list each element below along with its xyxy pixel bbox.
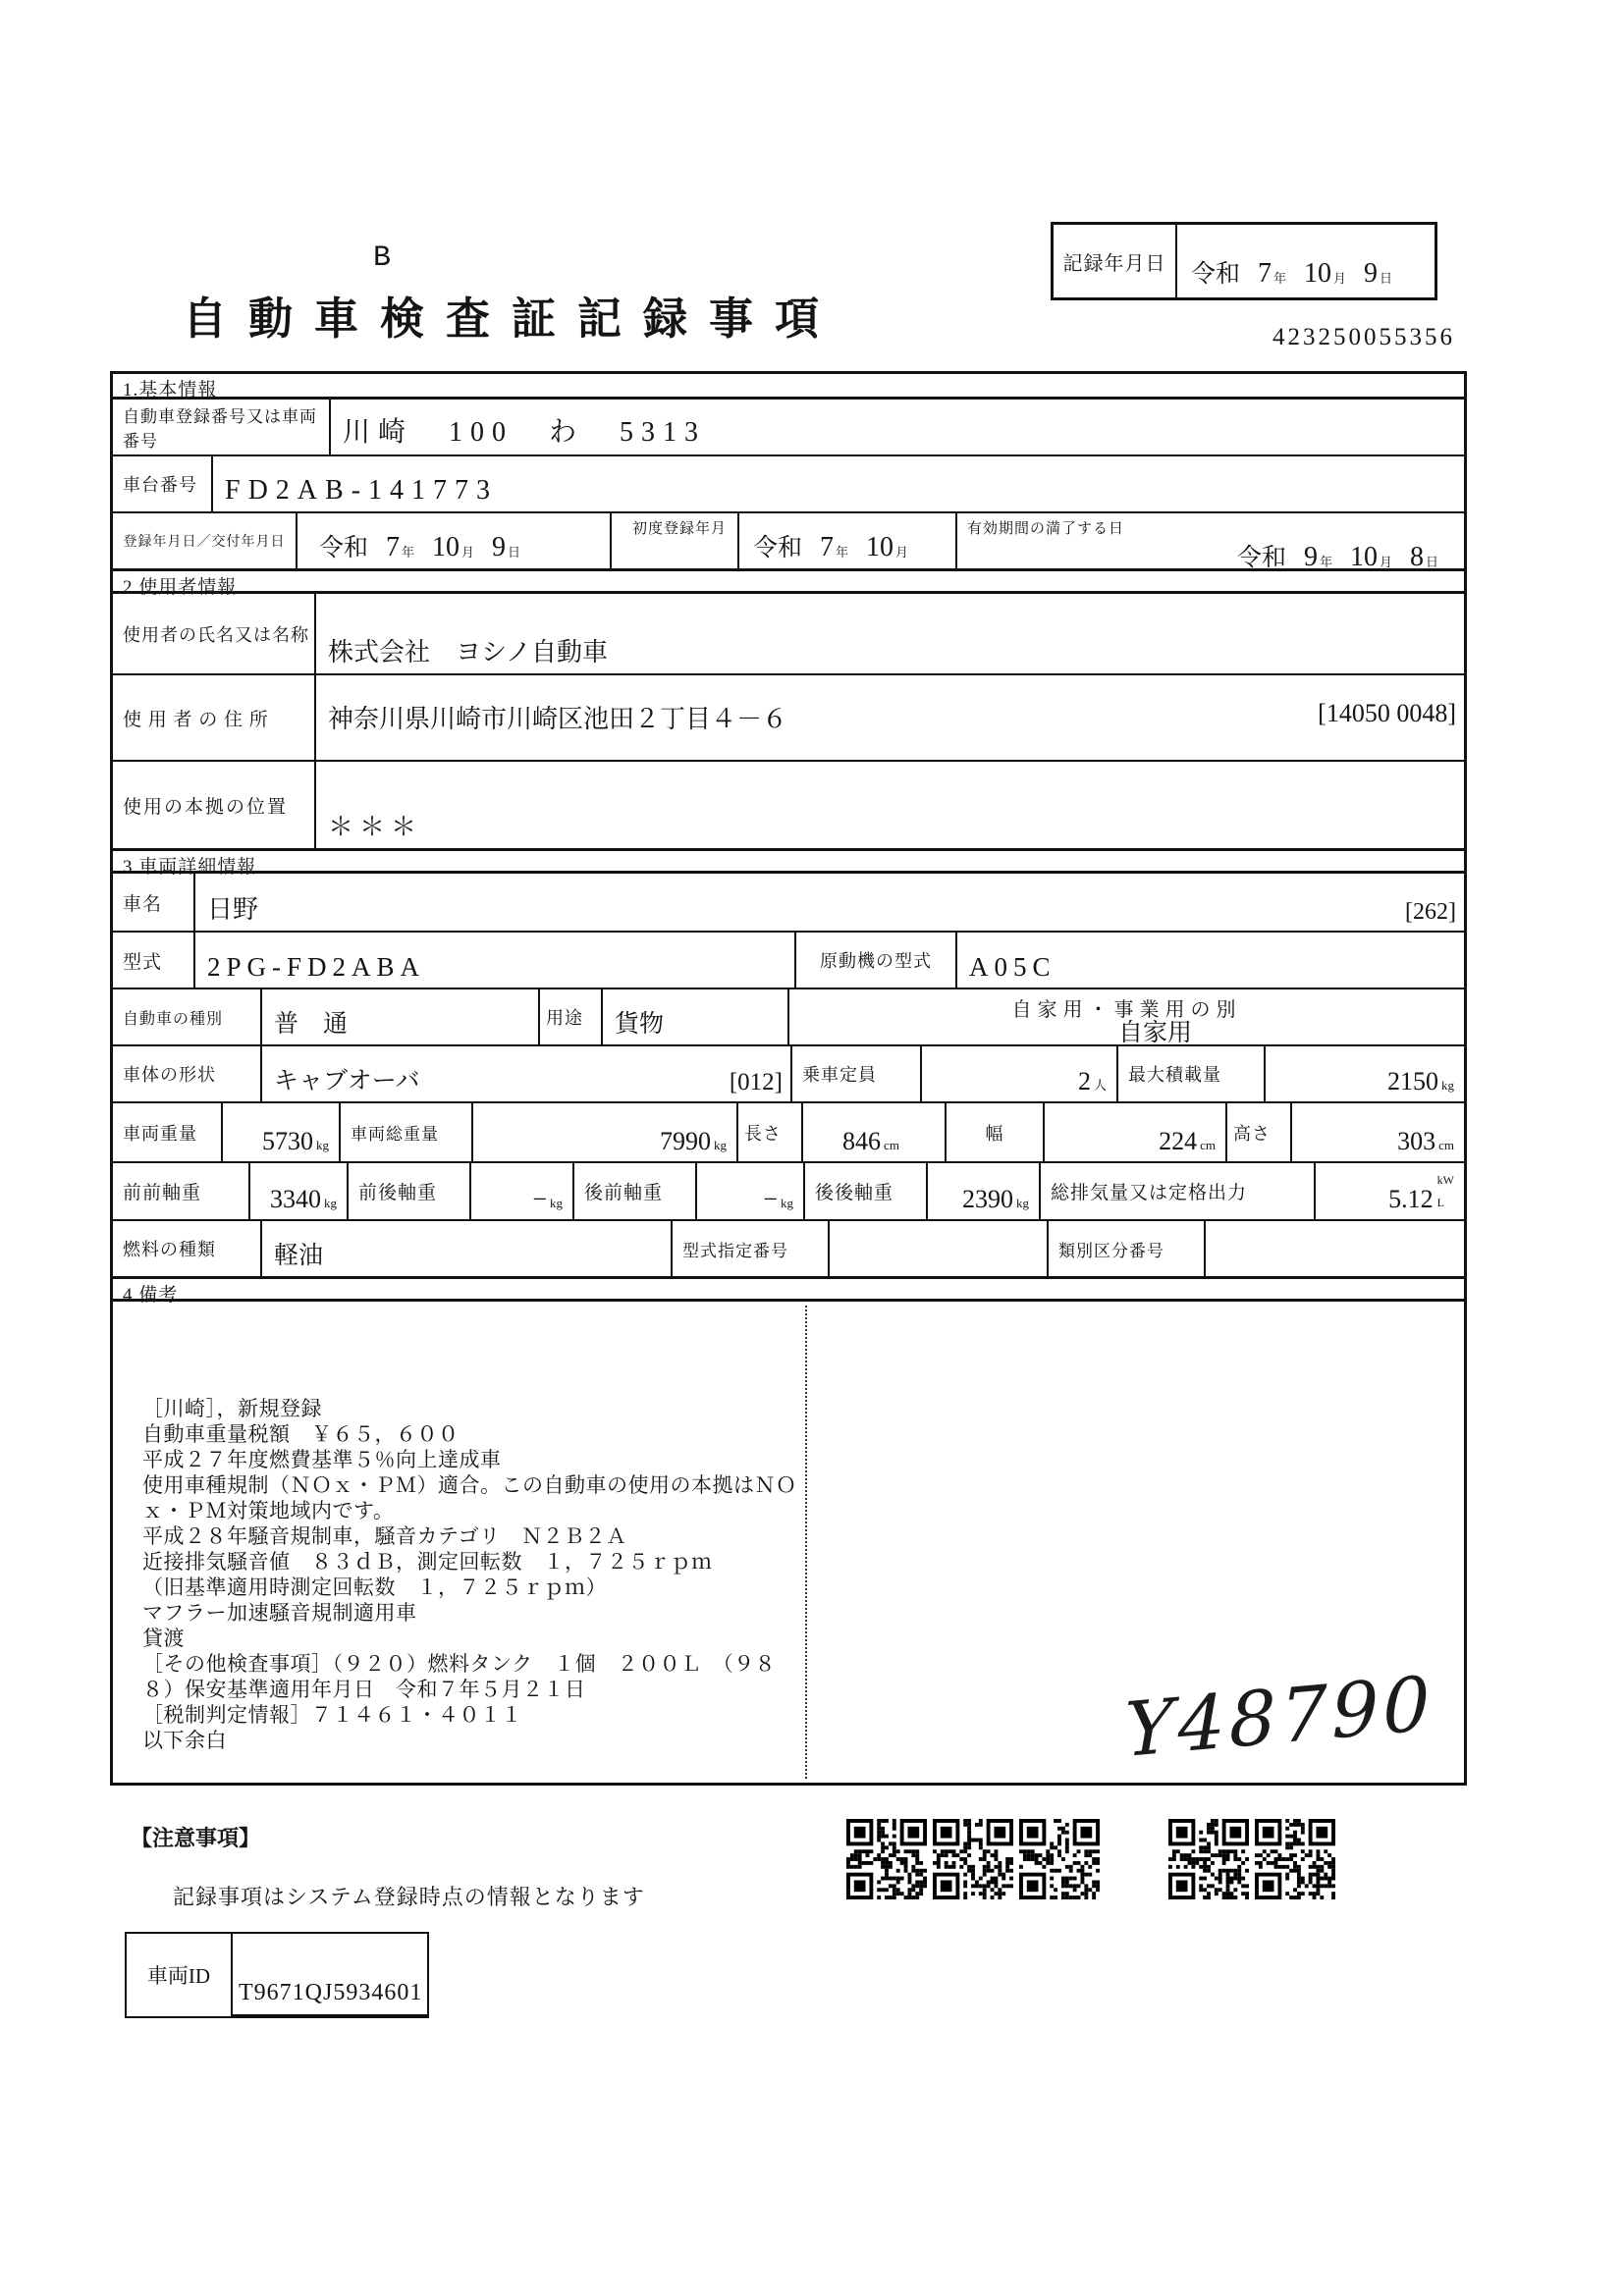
max-load-value: 2150 kg <box>1387 1067 1454 1095</box>
user-address-cell <box>316 675 1464 760</box>
record-date-box <box>1051 222 1437 300</box>
user-address-label: 使 用 者 の 住 所 <box>113 675 316 760</box>
type-designation-number-value <box>830 1221 1049 1276</box>
displacement-label: 総排気量又は定格出力 <box>1041 1163 1316 1219</box>
remarks-line: 使用車種規制（ＮＯｘ・ＰＭ）適合。この自動車の使用の本拠はＮＯ <box>142 1473 797 1497</box>
remarks-line: ［その他検査事項］（９２０）燃料タンク １個 ２００Ｌ （９８ <box>142 1652 777 1676</box>
section-remarks-title: 4.備考 <box>113 1276 1464 1302</box>
body-shape-code: [012] <box>729 1069 783 1095</box>
row-kind-use <box>113 989 1464 1046</box>
width-label: 幅 <box>947 1103 1045 1161</box>
remarks-line: ８）保安基準適用年月日 令和７年５月２１日 <box>142 1678 586 1701</box>
row-car-name <box>113 874 1464 933</box>
remarks-text <box>142 1396 797 1753</box>
height-value: 303 cm <box>1397 1127 1454 1155</box>
row-model <box>113 933 1464 989</box>
length-value: 846 cm <box>803 1103 947 1161</box>
chassis-number-value: FD2AB-141773 <box>225 475 499 506</box>
section-vehicle-details-title: 3.車両詳細情報 <box>113 848 1464 874</box>
private-business-value: 自家用 <box>1118 1020 1193 1046</box>
car-name-cell <box>195 874 1464 931</box>
expiry-date-cell: 有効期間の満了する日 令和 9 年 10 月 8 日 <box>957 513 1464 568</box>
vehicle-kind-value: 普 通 <box>262 989 540 1044</box>
qr-code-icon <box>1255 1819 1335 1899</box>
gross-weight-value: 7990 kg <box>473 1103 738 1161</box>
length-label: 長さ <box>738 1103 803 1161</box>
fuel-type-value: 軽油 <box>262 1221 673 1276</box>
remarks-box <box>113 1302 1464 1783</box>
type-designation-number-label: 型式指定番号 <box>673 1221 830 1276</box>
row-chassis-number <box>113 456 1464 513</box>
use-label: 用途 <box>540 989 603 1044</box>
axle-rear-front-label: 後前軸重 <box>574 1163 697 1219</box>
row-base-location <box>113 762 1464 848</box>
remarks-line: ［税制判定情報］７１４６１・４０１１ <box>142 1703 522 1727</box>
row-dates <box>113 513 1464 572</box>
body-shape-cell <box>262 1046 792 1101</box>
qr-code-icon <box>846 1819 927 1899</box>
record-date-label: 記録年月日 <box>1054 225 1177 297</box>
row-registration-number <box>113 400 1464 456</box>
car-name-code: [262] <box>1405 899 1456 925</box>
classification-number-label: 類別区分番号 <box>1049 1221 1206 1276</box>
remarks-line: 以下余白 <box>142 1729 227 1752</box>
axle-front-rear-value: − kg <box>471 1163 574 1219</box>
section-basic-info-title: 1.基本情報 <box>113 374 1464 400</box>
axle-rear-rear-label: 後後軸重 <box>805 1163 928 1219</box>
model-value: 2PG-FD2ABA <box>195 933 796 988</box>
remarks-line: 貸渡 <box>142 1627 185 1650</box>
vehicle-kind-label: 自動車の種別 <box>113 989 262 1044</box>
qr-code-icon <box>933 1819 1013 1899</box>
axle-rear-rear-value: 2390 kg <box>928 1163 1041 1219</box>
remarks-line: 近接排気騒音値 ８３ｄＢ，測定回転数 １，７２５ｒｐｍ <box>142 1550 713 1574</box>
row-fuel-type-numbers <box>113 1221 1464 1276</box>
notice-text: 記録事項はシステム登録時点の情報となります <box>173 1885 645 1909</box>
private-business-cell <box>789 989 1464 1044</box>
row-user-address <box>113 675 1464 762</box>
record-date-value: 令和 7 年 10 月 9 日 <box>1191 258 1393 289</box>
registration-date-label: 登録年月日／交付年月日 <box>113 513 298 568</box>
document-number: 423250055356 <box>1272 324 1455 350</box>
row-user-name <box>113 594 1464 675</box>
displacement-units: kW L <box>1436 1173 1454 1209</box>
vehicle-weight-label: 車両重量 <box>113 1103 223 1161</box>
capacity-value: 2 人 <box>922 1046 1118 1101</box>
remarks-dashed-divider <box>805 1306 807 1779</box>
user-name-value: 株式会社 ヨシノ自動車 <box>328 638 608 667</box>
max-load-label: 最大積載量 <box>1118 1046 1266 1101</box>
displacement-value: 5.12 kW L <box>1388 1173 1454 1213</box>
engine-model-value: A05C <box>969 952 1056 982</box>
width-value: 224 cm <box>1045 1103 1227 1161</box>
first-registration-value: 令和 7 年 10 月 <box>739 513 957 568</box>
model-label: 型式 <box>113 933 195 988</box>
body-shape-label: 車体の形状 <box>113 1046 262 1101</box>
user-address-code: [14050 0048] <box>1318 699 1456 727</box>
main-table <box>110 371 1467 1786</box>
section-user-info-title: 2.使用者情報 <box>113 568 1464 594</box>
vehicle-id-box <box>125 1932 429 2018</box>
vehicle-id-value: T9671QJ5934601 <box>233 1934 427 2018</box>
axle-front-front-label: 前前軸重 <box>113 1163 250 1219</box>
notice-title: 【注意事項】 <box>131 1826 261 1850</box>
chassis-number-label: 車台番号 <box>113 456 213 511</box>
remarks-line: ｘ・ＰＭ対策地域内です。 <box>142 1499 395 1522</box>
qr-code-icon <box>1168 1819 1249 1899</box>
user-address-value: 神奈川県川崎市川崎区池田２丁目４－６ <box>328 705 788 733</box>
remarks-line: ［川崎］，新規登録 <box>142 1397 322 1420</box>
registration-number-label: 自動車登録番号又は車両番号 <box>113 400 331 454</box>
base-location-label: 使用の本拠の位置 <box>113 762 316 848</box>
classification-number-value <box>1206 1221 1464 1276</box>
handwritten-note: Y48790 <box>1123 1659 1435 1774</box>
remarks-line: マフラー加速騒音規制適用車 <box>142 1601 417 1625</box>
row-body-shape <box>113 1046 1464 1103</box>
car-name-label: 車名 <box>113 874 195 931</box>
axle-front-front-value: 3340 kg <box>250 1163 349 1219</box>
remarks-line: （旧基準適用時測定回転数 １，７２５ｒｐｍ） <box>142 1575 607 1599</box>
private-business-label: 自家用・事業用の別 <box>1011 999 1242 1021</box>
row-axle-weights <box>113 1163 1464 1221</box>
registration-number-value: 川崎 100 わ 5313 <box>343 417 707 448</box>
qr-code-icon <box>1019 1819 1100 1899</box>
vehicle-weight-value: 5730 kg <box>223 1103 341 1161</box>
fuel-type-label: 燃料の種類 <box>113 1221 262 1276</box>
registration-date-value: 令和 7 年 10 月 9 日 <box>298 513 612 568</box>
first-registration-label: 初度登録年月 <box>612 513 739 568</box>
remarks-line: 自動車重量税額 ￥６５，６００ <box>142 1422 460 1446</box>
page-mark: B <box>373 241 392 275</box>
remarks-line: 平成２８年騒音規制車，騒音カテゴリ Ｎ２Ｂ２Ａ <box>142 1524 627 1548</box>
gross-weight-label: 車両総重量 <box>341 1103 473 1161</box>
body-shape-value: キャブオーバ <box>274 1068 420 1095</box>
use-value: 貨物 <box>603 989 789 1044</box>
row-weights-dimensions <box>113 1103 1464 1163</box>
axle-rear-front-value: − kg <box>697 1163 805 1219</box>
expiry-date-label: 有効期間の満了する日 <box>967 521 1125 537</box>
user-name-label: 使用者の氏名又は名称 <box>113 594 316 673</box>
capacity-label: 乗車定員 <box>792 1046 922 1101</box>
page-title: 自動車検査証記録事項 <box>183 294 841 344</box>
remarks-line: 平成２７年度燃費基準５％向上達成車 <box>142 1448 502 1471</box>
base-location-value: ＊＊＊ <box>328 813 423 841</box>
axle-front-rear-label: 前後軸重 <box>349 1163 471 1219</box>
vehicle-id-label: 車両ID <box>127 1934 233 2016</box>
car-name-value: 日野 <box>207 895 259 924</box>
engine-model-label: 原動機の型式 <box>796 933 957 988</box>
height-label: 高さ <box>1227 1103 1292 1161</box>
